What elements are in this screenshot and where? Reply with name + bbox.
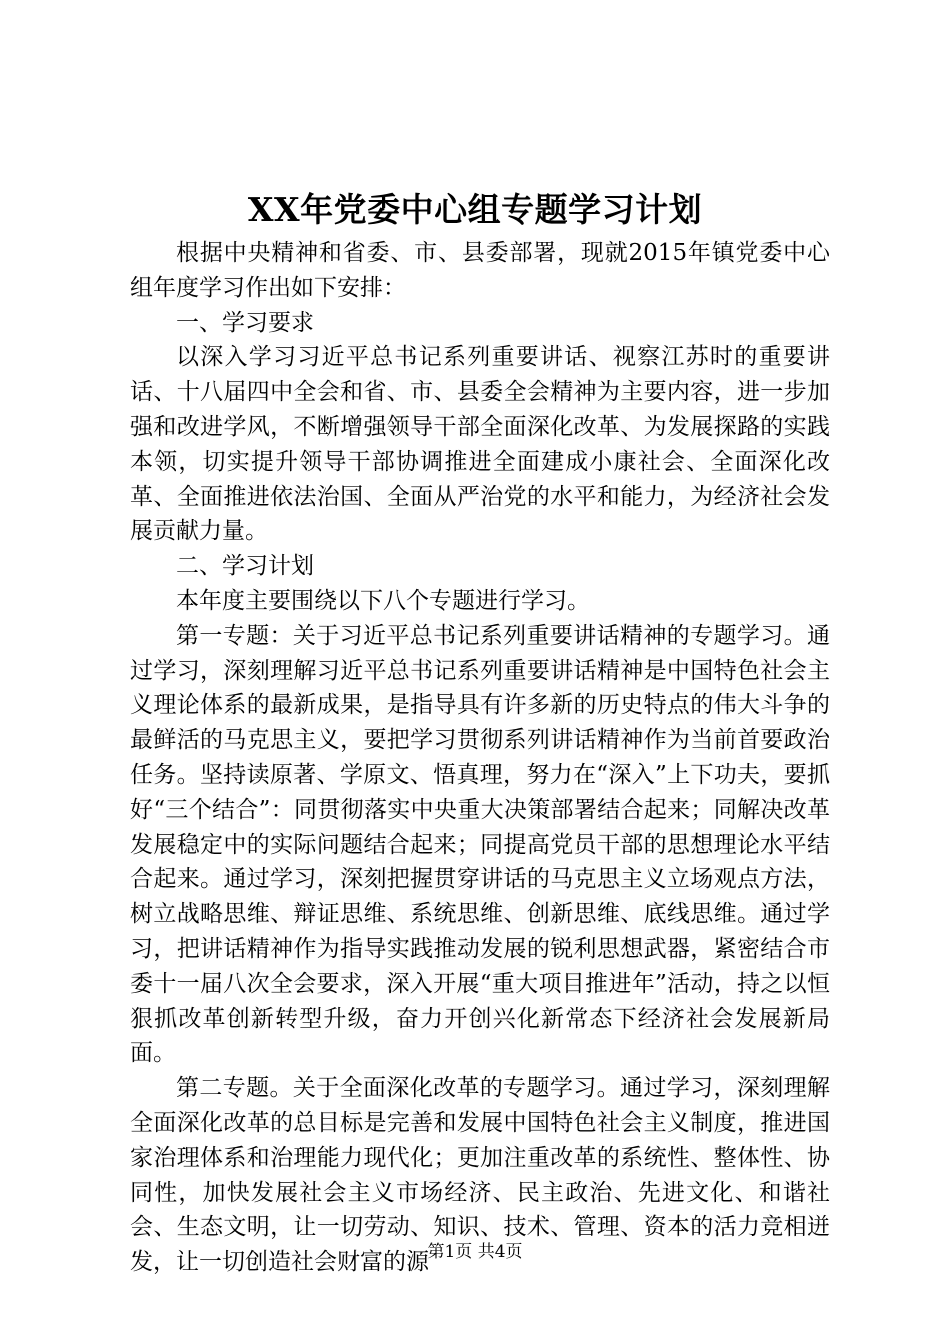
section-heading-plan: 二、学习计划 xyxy=(176,553,314,580)
page-footer: 第1页 共4页 xyxy=(427,1242,523,1262)
document-body xyxy=(130,236,830,1280)
paragraph-topic-1: 第一专题：关于习近平总书记系列重要讲话精神的专题学习。通过学习，深刻理解习近平总书记系列重要讲话精神是中国特色社会主义理论体系的最新成果，是指导具有许多新的历史特点的伟大斗争的最鲜活的马克思主义，要把学习贯彻系列讲话精神作为当前首要政治任务。坚持读原著、学原文、悟真理，努力在“深入”上下功夫，要抓好“三个结合”：同贯彻落实中央重大决策部署结合起来；同解决改革发展稳定中的实际问题结合起来；同提高党员干部的思想理论水平结合起来。通过学习，深刻把握贯穿讲话的马克思主义立场观点方法，树立战略思维、辩证思维、系统思维、创新思维、底线思维。通过学习，把讲话精神作为指导实践推动发展的锐利思想武器，紧密结合市委十一届八次全会要求，深入开展“重大项目推进年”活动，持之以恒狠抓改革创新转型升级，奋力开创兴化新常态下经济社会发展新局面。 xyxy=(130,622,830,1067)
section-heading-requirements: 一、学习要求 xyxy=(176,309,314,336)
paragraph-plan-intro: 本年度主要围绕以下八个专题进行学习。 xyxy=(176,587,590,614)
paragraph-topic-2: 第二专题。关于全面深化改革的专题学习。通过学习，深刻理解全面深化改革的总目标是完善和发展中国特色社会主义制度，推进国家治理体系和治理能力现代化；更加注重改革的系统性、整体性、协同性，加快发展社会主义市场经济、民主政治、先进文化、和谐社会、生态文明，让一切劳动、知识、技术、管理、资本的活力竞相迸发，让一切创造社会财富的源 xyxy=(130,1075,830,1276)
paragraph-requirements: 以深入学习习近平总书记系列重要讲话、视察江苏时的重要讲话、十八届四中全会和省、市、县委全会精神为主要内容，进一步加强和改进学风，不断增强领导干部全面深化改革、为发展探路的实践本领，切实提升领导干部协调推进全面建成小康社会、全面深化改革、全面推进依法治国、全面从严治党的水平和能力，为经济社会发展贡献力量。 xyxy=(130,344,830,545)
paragraph-intro: 根据中央精神和省委、市、县委部署，现就2015年镇党委中心组年度学习作出如下安排： xyxy=(130,240,830,301)
document-title: XX年党委中心组专题学习计划 xyxy=(247,190,703,229)
